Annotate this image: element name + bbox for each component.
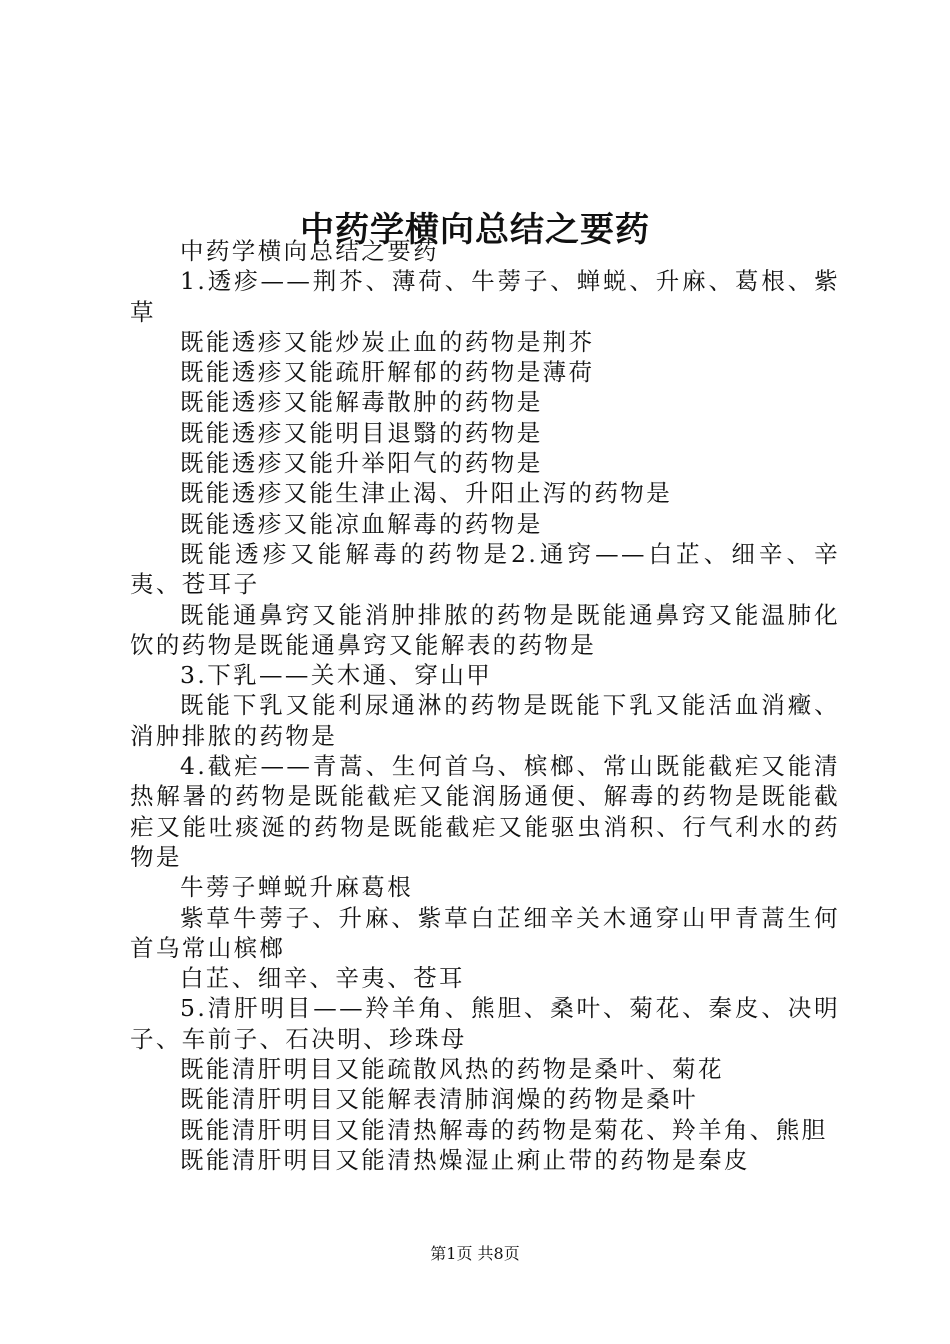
document-body: [130, 236, 840, 1175]
paragraph: 既能通鼻窍又能消肿排脓的药物是既能通鼻窍又能温肺化饮的药物是既能通鼻窍又能解表的药物是: [130, 600, 840, 659]
paragraph: 既能清肝明目又能疏散风热的药物是桑叶、菊花: [180, 1055, 724, 1084]
document-title: 中药学横向总结之要药: [300, 209, 650, 250]
paragraph: 既能清肝明目又能解表清肺润燥的药物是桑叶: [180, 1085, 698, 1114]
paragraph: 3.下乳——关木通、穿山甲: [180, 661, 493, 690]
paragraph: 既能透疹又能明目退翳的药物是: [180, 418, 543, 447]
paragraph: 既能清肝明目又能清热解毒的药物是菊花、羚羊角、熊胆: [180, 1115, 828, 1144]
paragraph: 白芷、细辛、辛夷、苍耳: [180, 964, 465, 993]
paragraph: 既能透疹又能凉血解毒的药物是: [180, 509, 543, 538]
paragraph: 既能透疹又能疏肝解郁的药物是薄荷: [180, 358, 595, 387]
paragraph: 1.透疹——荆芥、薄荷、牛蒡子、蝉蜕、升麻、葛根、紫草: [130, 267, 840, 326]
paragraph: 既能下乳又能利尿通淋的药物是既能下乳又能活血消癥、消肿排脓的药物是: [130, 691, 840, 750]
paragraph: 既能清肝明目又能清热燥湿止痢止带的药物是秦皮: [180, 1145, 750, 1174]
paragraph: 牛蒡子蝉蜕升麻葛根: [180, 873, 414, 902]
page-footer: 第1页 共8页: [430, 1244, 520, 1263]
paragraph: 4.截疟——青蒿、生何首乌、槟榔、常山既能截疟又能清热解暑的药物是既能截疟又能润肠通便、解毒的药物是既能截疟又能吐痰涎的药物是既能截疟又能驱虫消积、行气利水的药物是: [130, 752, 840, 871]
paragraph: 既能透疹又能解毒的药物是2.通窍——白芷、细辛、辛夷、苍耳子: [130, 539, 840, 599]
paragraph: 5.清肝明目——羚羊角、熊胆、桑叶、菊花、秦皮、决明子、车前子、石决明、珍珠母: [130, 994, 840, 1053]
paragraph: 既能透疹又能生津止渴、升阳止泻的药物是: [180, 479, 673, 508]
paragraph: 既能透疹又能炒炭止血的药物是荆芥: [180, 327, 595, 356]
paragraph: 中药学横向总结之要药: [180, 237, 439, 265]
paragraph: 既能透疹又能解毒散肿的药物是: [180, 388, 543, 417]
paragraph: 既能透疹又能升举阳气的药物是: [180, 449, 543, 478]
paragraph: 紫草牛蒡子、升麻、紫草白芷细辛关木通穿山甲青蒿生何首乌常山槟榔: [130, 903, 840, 962]
